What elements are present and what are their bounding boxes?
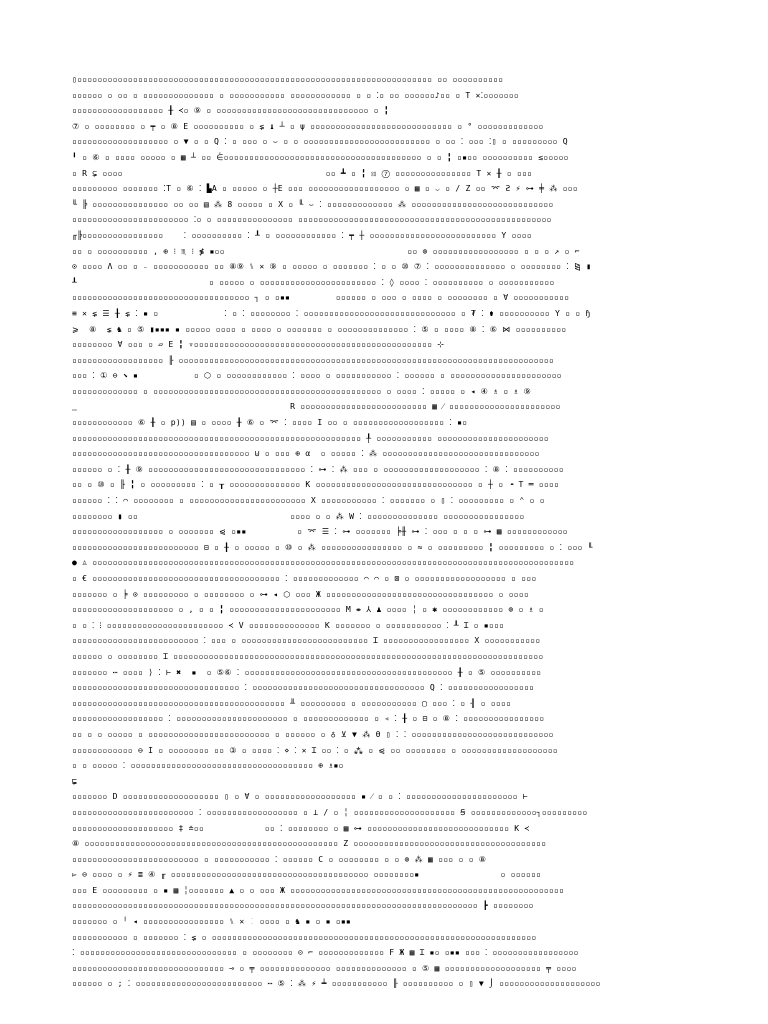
text-line: ▫▫▫▫▫▫▫▫▫▫▫▫▫▫▫▫▫▫▫▫▫▫▫▫▫▫▫▫▫▫ ⊸ ▫ ╤ ▫▫▫▫▫▫▫▫▫▫▫▫▫▫ ▫▫▫▫▫▫▫▫▫▫▫▫▫▫ ▫ ⑤ ▦ ▫▫▫▫▫▫▫▫▫▫▫▫▫▫▫▫▫▫▫ ╤ ▫▫▫▫ (72, 962, 577, 973)
text-line: ⩾ ⑧ ⋦ ♞ ▫ ⑤ ▮▪▪▪ ▪ ▫▫▫▫▫ ▫▫▫▫ ▫ ▫▫▫▫ ▫ ▫▫▫▫▫▫▫ ▫ ▫▫▫▫▫▫▫▫▫▫▫▫▫▫ ⁚ ⑤ ▫ ▫▫▫▫ ⑧ ⁚ ⑥ ⋈ ▫▫▫▫▫▫▫▫▫▫ (72, 323, 567, 334)
text-line: ▫ € ▫▫▫▫▫▫▫▫▫▫▫▫▫▫▫▫▫▫▫▫▫▫▫▫▫▫▫▫▫▫▫▫▫▫▫▫▫ ⁚ ▫▫▫▫▫▫▫▫▫▫▫▫▫ ⌒ ⌒ ▫ ⊠ ▫ ▫▫▫▫▫▫▫▫▫▫▫▫▫▫▫▫▫▫ ▫ ▫▫▫ (72, 573, 537, 583)
text-line: ▫▫▫▫▫▫▫▫ ▮ ▫▫ ▫▫▫▫ ▫ ▫ ⁂ W ⁚ ▫▫▫▫▫▫▫▫▫▫▫▫▫▫ ▫▫▫▫▫▫▫▫▫▫▫▫▫▫▫▫ (72, 510, 525, 521)
text-line: ▫▫ ▫ ▫▫▫▫▫▫▫▫▫▫ , ⊕ ⁝ ♏ ⁝ ≸ ▪▫▫ ▫▫ ⊚ ▫▫▫▫▫▫▫▫▫▫▫▫▫▫▫▫▫ ▫ ▫ ▫ ↗ ▫ ⌐ (72, 245, 580, 256)
text-line: ▫▫▫▫▫▫▫▫▫▫▫▫▫▫▫▫▫▫ ▫ ▫▫▫▫▫▫▫ ⩿ ▫▪▪ ▫ ⌤ ☰ ⁚ ⊶ ▫▫▫▫▫▫▫ ╞╫ ⊶ ⁚ ▫▫▫ ▫ ▫ ▫ ⊶ ▦ ▫▫▫▫▫▫▫▫▫▫▫▫ (72, 526, 568, 537)
text-line: ▫ ▫ ⁚ ⁝ ▫▫▫▫▫▫▫▫▫▫▫▫▫▫▫▫▫▫▫▫▫▫▫ ≺ V ▫▫▫▫▫▫▫▫▫▫▫▫▫▫ K ▫▫▫▫▫▫▫ ▫ ▫▫▫▫▫▫▫▫▫▫▫ ⁚ ┸ Ɪ ▫ ▪▫▫▫ (72, 619, 505, 630)
text-line: ▫▫▫ ⁚ ① ⊖ ⬊ ▪ ▫ ⬡ ▫ ▫▫▫▫▫▫▫▫▫▫▫▫ ⁚ ▫▫▫▫ ▫ ▫▫▫▫▫▫▫▫▫▫▫ ⁚ ▫▫▫▫▫▫ ▫ ▫▫▫▫▫▫▫▫▫▫▫▫▫▫▫▫▫▫▫▫▫▫ (72, 370, 562, 381)
text-line: ▫▫▫▫▫▫▫▫▫▫▫▫▫▫▫▫▫▫▫▫ ‡ ≐▫▫ ▫▫ ⁚ ▫▫▫▫▫▫▫▫ ▫ ▦ ⊶ ▫▫▫▫▫▫▫▫▫▫▫▫▫▫▫▫▫▫▫▫▫▫▫▫▫▫▫▫ K ≺ (72, 822, 530, 833)
text-line: ⋤ (72, 775, 78, 786)
text-line: ▫▫▫▫▫▫ ▫ ⁚ ╂ ⑨ ▫▫▫▫▫▫▫▫▫▫▫▫▫▫▫▫▫▫▫▫▫▫▫▫▫▫▫▫▫▫▫ ⁚ ⊶ ⁚ ⁂ ▫▫▫ ▫ ▫▫▫▫▫▫▫▫▫▫▫▫▫▫▫▫▫▫▫ ⁚ ⑧ ⁚ ▫▫▫▫▫▫▫▫▫▫ (72, 463, 564, 474)
text-line: ⑧ ▫▫▫▫▫▫▫▫▫▫▫▫▫▫▫▫▫▫▫▫▫▫▫▫▫▫▫▫▫▫▫▫▫▫▫▫▫▫▫▫▫▫▫▫▫▫▫▫▫▫ Z ▫▫▫▫▫▫▫▫▫▫▫▫▫▫▫▫▫▫▫▫▫▫▫▫▫▫▫▫▫▫▫▫▫▫▫▫▫▫ (72, 838, 547, 849)
text-line: ▫▫▫▫▫▫▫▫▫▫▫▫▫▫▫▫▫▫ ⁚ ▫▫▫▫▫▫▫▫▫▫▫▫▫▫▫▫▫▫▫▫▫▫ ▫ ▫▫▫▫▫▫▫▫▫▫▫▫▫ ▫ ◃ ⁚ ╂ ▫ ⊟ ▫ ⑧ ⁚ ▫▫▫▫▫▫▫▫▫▫▫▫▫▫▫▫ (72, 713, 545, 724)
text-line: ▫▫▫▫▫▫▫▫▫▫▫ ▫ ▫▫▫▫▫▫▫ ⁚ ⋦ ▫ ▫▫▫▫▫▫▫▫▫▫▫▫▫▫▫▫▫▫▫▫▫▫▫▫▫▫▫▫▫▫▫▫▫▫▫▫▫▫▫▫▫▫▫▫▫▫▫▫▫▫▫▫▫▫▫▫▫▫▫▫▫▫▫▫ (72, 931, 537, 942)
text-line: ▫▫▫▫▫▫ ▫ ; ⁚ ▫▫▫▫▫▫▫▫▫▫▫▫▫▫▫▫▫▫▫▫▫▫▫▫▫ ⋯ ⑤ ⁚ ⁂ ⚡ ┷ ▫▫▫▫▫▫▫▫▫▫▫ ╟ ▫▫▫▫▫▫▫▫▫▫ ▫ ▯ ▼ ⌡ ▫▫▫▫▫▫▫▫▫▫▫▫▫▫▫▫▫▫▫▫ (72, 978, 601, 989)
text-line: ▫▫ ▫ ⑩ ▫ ╟ ╏ ▫ ▫▫▫▫▫▫▫▫▫ ⁚ ▫ ┰ ▫▫▫▫▫▫▫▫▫▫▫▫▫▫ K ▫▫▫▫▫▫▫▫▫▫▫▫▫▫▫▫▫▫▫▫▫▫▫▫▫▫▫▫▫▫▫ ▫ ┼ ▫ ╺ T ═ ▫▫▫▫ (72, 479, 560, 490)
text-line: ▫▫▫▫▫▫▫▫▫▫▫▫ ⊖ I ▫ ▫▫▫▫▫▫▫▫ ▫▫ ③ ▫ ▫▫▫▫ ⁚ ⋄ ⁚ ✕ Ɪ ▫▫ ⁚ ▫ ⁂ ▫ ⩿ ▫▫ ▫▫▫▫▫▫▫▫ ▫ ▫▫▫▫▫▫▫▫▫▫▫▫▫▫▫▫▫▫▫ (72, 744, 558, 755)
text-line: ▫▫▫▫▫▫▫ ▫ ╞ ⊙ ▫▫▫▫▫▫▫▫▫ ▫ ▫▫▫▫▫▫▫▫ ▫ ⊶ ◂ ⬡ ▫▫▫ Ж ▫▫▫▫▫▫▫▫▫▫▫▫▫▫▫▫▫▫▫▫▫▫▫▫▫▫▫▫▫▫▫▫▫ ▫ ▫▫▫▫ (72, 588, 529, 599)
text-line: ╹ ▫ ⑥ ▫ ▫▫▫▫ ▫▫▫▫▫ ▫ ▦ ┴ ▫▫ ⋵▫▫▫▫▫▫▫▫▫▫▫▫▫▫▫▫▫▫▫▫▫▫▫▫▫▫▫▫▫▫▫▫▫▫▫▫▫▫▫ ▫ ▫ ╏ ▫▪▫▫ ▫▫▫▫▫▫▫▫▫▫ ≲▫▫▫▫▫ (72, 151, 569, 162)
text-line: ▫▫▫▫▫▫▫▫▫▫▫▫▫▫▫▫▫▫▫ ▫ ▼ ▫ ▫ Q ⁚ ▫ ▫▫▫ ▫ ⌣ ▫ ▫ ▫▫▫▫▫▫▫▫▫▫▫▫▫▫▫▫▫▫▫▫▫▫▫▫▫ ▫ ▫▫ ⁚ ▫▫▫ ⁚▯ ▫ ▫▫▫▫▫▫▫▫▫ Q (72, 136, 568, 147)
document-page (72, 72, 696, 992)
text-line: ▫▫▫▫▫▫▫ ▫ ╵ ◂ ▫▫▫▫▫▫▫▫▫▫▫▫▫▫▫▫ ⑊ ✕ ⁚ ▫▫▫▫ ▫ ♞ ▪ ▫ ▪ ▫▪▪ (72, 916, 351, 927)
text-line: ▫▫ ▫ ▫ ▫▫▫▫▫ ▫ ▫▫▫▫▫▫▫▫▫▫▫▫▫▫▫▫▫▫▫▫▫▫▫▫ ▫ ▫▫▫▫▫▫ ▫ ♁ ⊻ ▼ ⁂ θ ▯ ⁚ ⁚ ▫▫▫▫▫▫▫▫▫▫▫▫▫▫▫▫▫▫▫▫▫▫▫▫▫▫▫▫ (72, 728, 554, 739)
text-line: ▫▫▫▫▫▫▫▫▫▫▫▫▫▫▫▫▫▫▫▫▫▫▫▫▫ ⊟ ▫ ╂ ▫ ▫▫▫▫▫ ▫ ⑩ ▫ ⁂ ▫▫▫▫▫▫▫▫▫▫▫▫▫▫▫▫ ▫ ≈ ▫ ▫▫▫▫▫▫▫▫▫ ╏ ▫▫▫▫▫▫▫▫▫ ▫ ⁚ ▫▫▫ ╙ (72, 541, 593, 552)
text-line: ▫▫▫▫▫▫▫▫▫▫▫▫▫▫▫▫▫▫▫▫▫▫▫▫▫▫▫▫▫▫▫▫▫ ⁚ ▫▫▫▫▫▫▫▫▫▫▫▫▫▫▫▫▫▫▫▫▫▫▫▫▫▫▫▫▫▫▫▫▫▫ Q ⁚ ▫▫▫▫▫▫▫▫▫▫▫▫▫▫▫▫▫ (72, 682, 535, 693)
text-line: ▫▫▫▫▫▫▫▫▫▫▫▫▫▫▫▫▫▫ ╂ ≺▫ ⑨ ▫ ▫▫▫▫▫▫▫▫▫▫▫▫▫▫▫▫▫▫▫▫▫▫▫▫▫▫▫▫▫▫ ▫ ╏ (72, 105, 389, 116)
text-line: ▫▫▫▫▫▫▫▫▫▫▫▫ ⑥ ╂ ▫ p)) ▤ ▫ ▫▫▫▫ ╂ ⑥ ▫ ⌤ ⁚ ▫▫▫▫ I ▫▫ ▫ ▫▫▫▫▫▫▫▫▫▫▫▫▫▫▫▫▫▫ ⁚ ▪▫ (72, 417, 468, 428)
text-line: ▫▫▫▫▫▫▫▫▫▫▫▫▫▫▫▫▫▫▫▫▫▫▫▫▫ ▫ ▫▫▫▫▫▫▫▫▫▫▫ ⁚ ▫▫▫▫▫▫ C ▫ ▫▫▫▫▫▫▫▫ ▫ ▫ ⊚ ⁂ ▦ ▫▫▫ ▫ ▫ ⑧ (72, 853, 487, 864)
text-line: ⑦ ▫ ▫▫▫▫▫▫▫▫ ▫ ┯ ▫ ⑧ E ▫▫▫▫▫▫▫▫▫▫ ▫ ⋦ ♝ ┴ ▫ ψ ▫▫▫▫▫▫▫▫▫▫▫▫▫▫▫▫▫▫▫▫▫▫▫▫▫▫▫▫ ▫ ° ▫▫▫▫▫▫▫▫▫▫▫▫▫ (72, 120, 544, 131)
text-line: ▫▫▫ E ▫▫▫▫▫▫▫▫▫ ▫ ▪ ▦ ╎▫▫▫▫▫▫▫ ▲ ▫ ▫ ▫▫▫ Ж ▫▫▫▫▫▫▫▫▫▫▫▫▫▫▫▫▫▫▫▫▫▫▫▫▫▫▫▫▫▫▫▫▫▫▫▫▫▫▫▫▫▫▫▫▫▫▫▫▫▫▫▫▫▫ (72, 884, 565, 895)
text-line: ▫▫▫▫▫▫▫▫▫▫▫▫▫ ▫ ▫▫▫▫▫▫▫▫▫▫▫▫▫▫▫▫▫▫▫▫▫▫▫▫▫▫▫▫▫▫▫▫▫▫▫▫▫▫▫▫▫▫▫▫▫ ▫ ▫▫▫▫ ⁚ ▫▫▫▫▫ ▫ ◂ ④ ♗ ▫ ♗ ⑨ (72, 385, 532, 396)
text-line: ▫▫▫▫▫▫▫▫▫▫▫▫▫▫▫▫▫▫▫▫ ▫ , ▫ ▫ ╏ ▫▫▫▫▫▫▫▫▫▫▫▫▫▫▫▫▫▫▫▫▫▫ M ⇼ ⅄ ♟ ▫▫▫▫ ╎ ▫ ✱ ▫▫▫▫▫▫▫▫▫▫▫▫ ⊚ ▫ ♗ ▫ (72, 604, 544, 615)
text-line: ▫▫▫▫▫▫▫▫▫ ▫▫▫▫▫▫▫ ⁚T ▫ ⑥ ⁚ ▙A ▫ ▫▫▫▫▫ ▫ ┼E ▫▫▫ ▫▫▫▫▫▫▫▫▫▫▫▫▫▫▫▫▫▫ ▫ ▦ ▫ ⌵ ▫ / Z ▫▫ ⌤ Ƨ ⚡ ⊶ ╪ ⁂ ▫▫▫ (72, 183, 578, 194)
text-line: ▫▫▫▫▫▫▫ D ▫▫▫▫▫▫▫▫▫▫▫▫▫▫▫▫▫▫▫ ▯ ▫ ∀ ▫ ▫▫▫▫▫▫▫▫▫▫▫▫▫▫▫▫▫▫ ▪ ⁄ ▫ ▫ ⁚ ▫▫▫▫▫▫▫▫▫▫▫▫▫▫▫▫▫▫▫▫▫▫ ⊢ (72, 791, 528, 802)
text-line: ▫▫▫▫▫▫▫▫▫▫▫▫▫▫▫▫▫▫ ╟ ▫▫▫▫▫▫▫▫▫▫▫▫▫▫▫▫▫▫▫▫▫▫▫▫▫▫▫▫▫▫▫▫▫▫▫▫▫▫▫▫▫▫▫▫▫▫▫▫▫▫▫▫▫▫▫▫▫▫▫▫▫▫▫▫▫▫▫▫▫▫▫▫▫▫ (72, 354, 554, 365)
text-line: ▫▫▫▫▫▫▫▫▫▫▫▫▫▫▫▫▫▫▫▫▫▫▫▫ ⁚ ▫▫▫▫▫▫▫▫▫▫▫▫▫▫▫▫▫▫ ▫ ⊥ / ▫ ╎ ▫▫▫▫▫▫▫▫▫▫▫▫▫▫▫▫▫▫▫▫ Ꞩ ▫▫▫▫▫▫▫▫▫▫▫▫▫┐▫▫▫▫▫▫▫▫▫ (72, 806, 588, 817)
text-line: ▫ R ⊊ ▫▫▫▫ ▫▫ ┻ ▫ ╏ ⦂⦂ ⑦ ▫▫▫▫▫▫▫▫▫▫▫▫▫▫▫ T ✕ ╫ ▫ ▫▫▫ (72, 167, 533, 178)
text-line: ▫▫▫▫▫▫▫▫▫▫▫▫▫▫▫▫▫▫▫▫▫▫▫▫▫▫▫▫▫▫▫▫▫▫▫ ⊍ ▫ ▫▫▫ ⊕ α ▫ ▫▫▫▫▫ ⁚ ⁂ ▫▫▫▫▫▫▫▫▫▫▫▫▫▫▫▫▫▫▫▫▫▫▫▫▫▫▫▫▫▫▫ (72, 448, 540, 459)
text-line: ▫▫▫▫▫▫▫▫▫▫▫▫▫▫▫▫▫▫▫▫▫▫▫ ⁚▫ ▫ ▫▫▫▫▫▫▫▫▫▫▫▫▫▫▫ ▫▫▫▫▫▫▫▫▫▫▫▫▫▫▫▫▫▫▫▫▫▫▫▫▫▫▫▫▫▫▫▫▫▫▫▫▫▫▫▫▫▫▫▫▫▫▫▫▫▫ (72, 214, 552, 225)
text-line: ▫▫▫▫▫▫▫▫ ∀ ▫▫▫ ▫ ▱ E ╏ ▿▫▫▫▫▫▫▫▫▫▫▫▫▫▫▫▫▫▫▫▫▫▫▫▫▫▫▫▫▫▫▫▫▫▫▫▫▫▫▫▫▫▫▫▫▫▫▫ ⊹ (72, 339, 445, 350)
text-line: ▫▫▫▫▫▫▫▫▫▫▫▫▫▫▫▫▫▫▫▫▫▫▫▫▫▫▫▫▫▫▫▫▫▫▫ ┐ ▫ ▫▪▪ ▫▫▫▫▫▫ ▫ ▫▫▫ ▫ ▫▫▫▫ ▫ ▫▫▫▫▫▫▫▫ ▫ ∀ ▫▫▫▫▫▫▫▫▫▫▫ (72, 292, 570, 303)
text-line: ╓╠▫▫▫▫▫▫▫▫▫▫▫▫▫▫▫▫ ⁚ ▫▫▫▫▫▫▫▫▫▫ ⁚ ┸ ▫ ▫▫▫▫▫▫▫▫▫▫▫▫ ⁚ ┯ ┼ ▫▫▫▫▫▫▫▫▫▫▫▫▫▫▫▫▫▫▫▫▫▫▫▫▫ Y ▫▫▫▫ (72, 229, 532, 240)
text-line: ‗ R ▫▫▫▫▫▫▫▫▫▫▫▫▫▫▫▫▫▫▫▫▫▫▫▫▫ ▦ ⁄ ▫▫▫▫▫▫▫▫▫▫▫▫▫▫▫▫▫▫▫▫▫▫ (72, 401, 561, 412)
text-line: ≡ ✕ ⋦ ☰ ╂ ⋦ ⁚ ▪ ▫ ⁚ ▫ ⁚ ▫▫▫▫▫▫▫▫ ⁚ ▫▫▫▫▫▫▫▫▫▫▫▫▫▫▫▫▫▫▫▫▫▫▫▫▫▫▫▫▫▫ ▫ ₮ ⁚ ⚱ ▫▫▫▫▫▫▫▫▫▫ Y ▫ ▫ ɧ (72, 307, 591, 318)
text-line: ▫▫▫▫▫▫▫ ⋯ ▫▫▫▫ ⟩ ⁚ ⊢ ✖ ▪ ▫ ⑤⑥ ⁚ ▫▫▫▫▫▫▫▫▫▫▫▫▫▫▫▫▫▫▫▫▫▫▫▫▫▫▫▫▫▫▫▫▫▫▫▫▫▫▫▫▫ ╂ ▫ ⑤ ▫▫▫▫▫▫▫▫▫▫ (72, 666, 542, 677)
text-line: ▫▫▫▫▫▫▫▫▫▫▫▫▫▫▫▫▫▫▫▫▫▫▫▫▫▫▫▫▫▫▫▫▫▫▫▫▫▫▫▫▫▫ ╨ ▫▫▫▫▫▫▫▫▫ ▫ ▫▫▫▫▫▫▫▫▫▫▫ ▢ ▫▫▫ ⁚ ▫ ╢ ▫ ▫▫▫▫ (72, 697, 512, 708)
text-line: ▫▫▫▫▫▫▫▫▫▫▫▫▫▫▫▫▫▫▫▫▫▫▫▫▫▫▫▫▫▫▫▫▫▫▫▫▫▫▫▫▫▫▫▫▫▫▫▫▫▫▫▫▫▫▫▫▫▫▫▫▫▫▫▫▫▫▫▫▫▫▫▫▫▫▫▫▫▫▫▫ ┣ ▫▫▫▫▫▫▫▫ (72, 900, 534, 911)
text-line: ▯▫▫▫▫▫▫▫▫▫▫▫▫▫▫▫▫▫▫▫▫▫▫▫▫▫▫▫▫▫▫▫▫▫▫▫▫▫▫▫▫▫▫▫▫▫▫▫▫▫▫▫▫▫▫▫▫▫▫▫▫▫▫▫▫▫▫▫▫▫▫ ▫▫ ▫▫▫▫▫▫▫▫▫▫ (72, 74, 504, 84)
text-line: ● ♙ ▫▫▫▫▫▫▫▫▫▫▫▫▫▫▫▫▫▫▫▫▫▫▫▫▫▫▫▫▫▫▫▫▫▫▫▫▫▫▫▫▫▫▫▫▫▫▫▫▫▫▫▫▫▫▫▫▫▫▫▫▫▫▫▫▫▫▫▫▫▫▫▫▫▫▫▫▫▫▫▫▫▫▫▫▫▫▫▫▫▫▫▫▫▫▫ (72, 557, 575, 568)
text-line: ▫▫▫▫▫▫ ▫ ▫▫▫▫▫▫▫▫ Ɪ ▫▫▫▫▫▫▫▫▫▫▫▫▫▫▫▫▫▫▫▫▫▫▫▫▫▫▫▫▫▫▫▫▫▫▫▫▫▫▫▫▫▫▫▫▫▫▫▫▫▫▫▫▫▫▫▫▫▫▫▫▫▫▫▫▫▫▫▫▫▫▫▫▫ (72, 650, 544, 661)
text-line: ╙ ╠ ▫▫▫▫▫▫▫▫▫▫▫▫▫▫▫ ▫▫ ▫▫ ▤ ⁂ 8 ▫▫▫▫▫ ▫ X ▫ ╙ ⌣ ⁚ ▫▫▫▫▫▫▫▫▫▫▫▫▫ ⁂ ▫▫▫▫▫▫▫▫▫▫▫▫▫▫▫▫▫▫▫▫▫▫▫▫▫▫▫▫ (72, 198, 554, 209)
text-line: ▻ ⊖ ▫▫▫▫ ▫ ⚡ ≣ ④ ╓ ▫▫▫▫▫▫▫▫▫▫▫▫▫▫▫▫▫▫▫▫▫▫▫▫▫▫▫▫▫▫▫▫▫▫▫▫▫▫▫ ▫▫▫▫▫▫▫▫▪ ▫ ▫▫▫▫▫▫ (72, 869, 542, 880)
text-line: ┸ ▫ ▫▫▫▫▫ ▫ ▫▫▫▫▫▫▫▫▫▫▫▫▫▫▫▫▫▫▫▫▫▫▫ ⁚ ◊ ▫▫▫▫ ⁚ ▫▫▫▫▫▫▫▫▫▫ ▫ ▫▫▫▫▫▫▫▫▫▫▫ (72, 276, 555, 287)
text-line: ▫ ▫ ▫▫▫▫▫ ⁚ ▫▫▫▫▫▫▫▫▫▫▫▫▫▫▫▫▫▫▫▫▫▫▫▫▫▫▫▫▫▫▫▫▫▫▫▫ ⊕ ♗▪▫ (72, 760, 344, 771)
text-line: ▫▫▫▫▫▫ ▫ ▫▫ ▫ ▫▫▫▫▫▫▫▫▫▫▫▫▫▫ ▫ ▫▫▫▫▫▫▫▫▫▫▫ ▫▫▫▫▫▫▫▫▫▫▫▫ ▫ ▫ ⁚▫ ▫▫ ▫▫▫▫▫▫♪▫▫ ▫ T ✕⁚▫▫▫▫▫▫▫ (72, 89, 519, 100)
text-line: ▫▫▫▫▫▫▫▫▫▫▫▫▫▫▫▫▫▫▫▫▫▫▫▫▫ ⁚ ▫▫▫ ▫ ▫▫▫▫▫▫▫▫▫▫▫▫▫▫▫▫▫▫▫▫▫▫▫▫▫ Ɪ ▫▫▫▫▫▫▫▫▫▫▫▫▫▫▫▫▫ X ▫▫▫▫▫▫▫▫▫▫▫ (72, 635, 541, 646)
text-line: ⊙ ▫▫▫▫ Λ ▫▫ ▫ ₋ ▫▫▫▫▫▫▫▫▫▫▫ ▫▫ ⑧⑨ ⑊ ✕ ⑨ ▫ ▫▫▫▫▫ ▫ ▫▫▫▫▫▫▫ ⁚ ▫ ▫ ⑩ ⑦ ⁚ ▫▫▫▫▫▫▫▫▫▫▫▫▫▫ ▫ ▫▫▫▫▫▫▫▫ ⁚ ⧎ ▮ (72, 261, 592, 272)
text-line: ⁚ ▫▫▫▫▫▫▫▫▫▫▫▫▫▫▫▫▫▫▫▫▫▫▫▫▫▫▫▫▫▫▫ ▫ ▫▫▫▫▫▫▫▫ ⊝ ⌐ ▫▫▫▫▫▫▫▫▫▫▫▫▫ F Ж ▦ Ɪ ▪▫ ▫▪▪ ▫▫▫ ⁚ ▫▫▫▫▫▫▫▫▫▫▫▫▫▫▫▫▫ (72, 947, 579, 958)
text-line: ▫▫▫▫▫▫▫▫▫▫▫▫▫▫▫▫▫▫▫▫▫▫▫▫▫▫▫▫▫▫▫▫▫▫▫▫▫▫▫▫▫▫▫▫▫▫▫▫▫▫▫▫▫▫▫▫▫ ╀ ▫▫▫▫▫▫▫▫▫▫▫ ▫▫▫▫▫▫▫▫▫▫▫▫▫▫▫▫▫▫▫▫▫▫ (72, 432, 549, 443)
text-line: ▫▫▫▫▫▫ ⁚ ⁚ ⌒ ▫▫▫▫▫▫▫▫ ▫ ▫▫▫▫▫▫▫▫▫▫▫▫▫▫▫▫▫▫▫▫▫▫▫ X ▫▫▫▫▫▫▫▫▫▫▫ ⁚ ▫▫▫▫▫▫▫ ▫ ▯ ⁚ ▫▫▫▫▫▫▫▫▫ ▫ ⌃ ▫ ▫ (72, 495, 545, 506)
